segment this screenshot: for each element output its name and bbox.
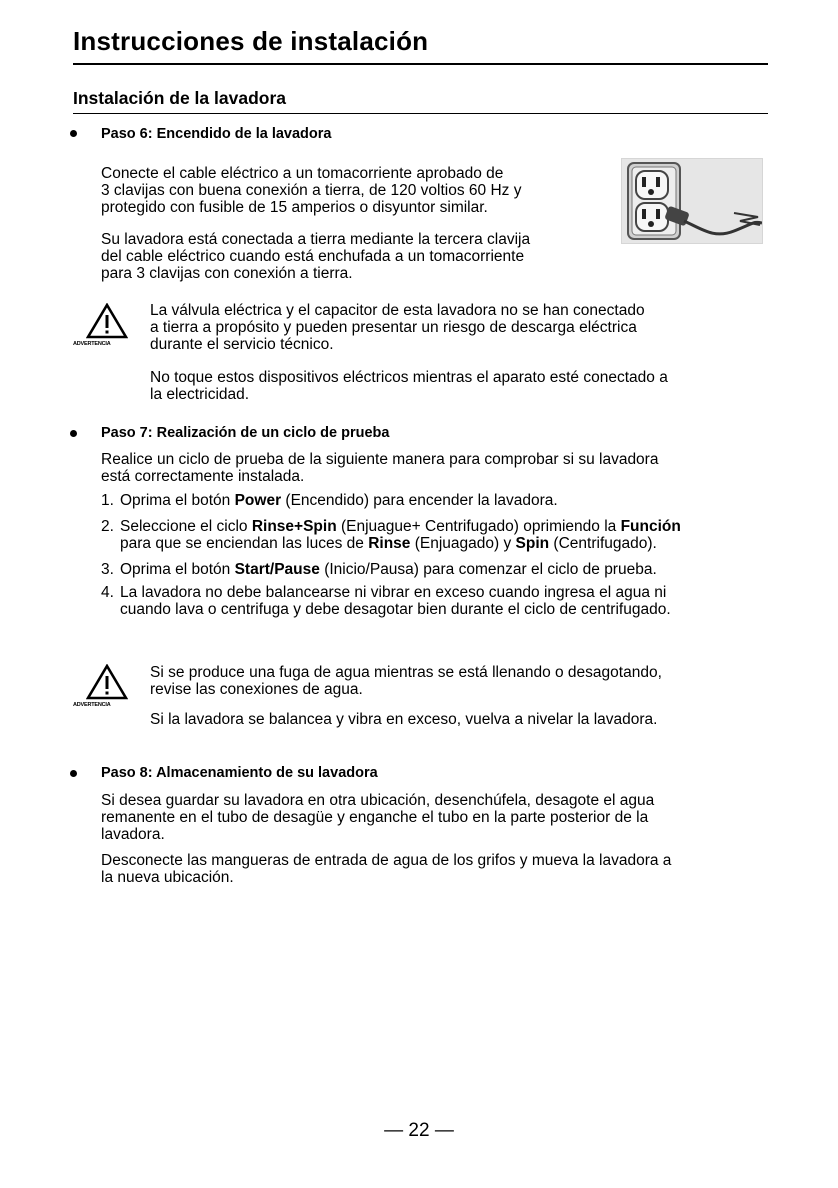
- text-line: Si la lavadora se balancea y vibra en exceso, vuelva a nivelar la lavadora.: [150, 711, 658, 728]
- warning-icon-step7: [73, 664, 147, 708]
- step6-warning-text: [150, 302, 645, 353]
- text-line: remanente en el tubo de desagüe y enganche el tubo en la parte posterior de la: [101, 809, 649, 826]
- text-line: está correctamente instalada.: [101, 468, 305, 485]
- list-item: [101, 561, 657, 578]
- list-text: (Centrifugado).: [549, 535, 657, 552]
- list-item: [101, 492, 558, 509]
- page-number: — 22 —: [384, 1120, 454, 1141]
- light-name: Spin: [515, 535, 550, 552]
- list-item: [101, 518, 681, 552]
- list-text: (Enjuague+ Centrifugado) oprimiendo la: [336, 518, 621, 535]
- section-title: Instalación de la lavadora: [73, 88, 768, 114]
- text-line: del cable eléctrico cuando está enchufada a un tomacorriente: [101, 248, 525, 265]
- text-line: La válvula eléctrica y el capacitor de esta lavadora no se han conectado: [150, 302, 645, 319]
- list-item: [101, 584, 671, 618]
- text-line: la electricidad.: [150, 386, 250, 403]
- text-line: Realice un ciclo de prueba de la siguiente manera para comprobar si su lavadora: [101, 451, 659, 468]
- step8-paragraph-1: [101, 792, 654, 843]
- warning-triangle-icon: [86, 303, 128, 339]
- bullet-step6: [70, 130, 77, 137]
- step8-paragraph-2: [101, 852, 671, 886]
- text-line: para 3 clavijas con conexión a tierra.: [101, 265, 353, 282]
- text-line: lavadora.: [101, 826, 165, 843]
- text-line: 3 clavijas con buena conexión a tierra, de 120 voltios 60 Hz y: [101, 182, 522, 199]
- warning-icon-step6: [73, 303, 147, 347]
- warning-triangle-icon: [86, 664, 128, 700]
- warning-label: ADVERTENCIA: [73, 702, 111, 708]
- text-line: Si se produce una fuga de agua mientras se está llenando o desagotando,: [150, 664, 662, 681]
- list-text: Seleccione el ciclo: [120, 518, 252, 535]
- list-text: cuando lava o centrifuga y debe desagotar bien durante el ciclo de centrifugado.: [120, 601, 671, 618]
- button-name: Start/Pause: [234, 561, 320, 578]
- list-text: (Enjuagado) y: [410, 535, 516, 552]
- step7-warning-text: [150, 664, 662, 698]
- text-line: protegido con fusible de 15 amperios o disyuntor similar.: [101, 199, 488, 216]
- list-text: Oprima el botón: [120, 492, 235, 509]
- outlet-plug-image: [621, 158, 763, 244]
- text-line: Si desea guardar su lavadora en otra ubicación, desenchúfela, desagote el agua: [101, 792, 655, 809]
- list-number: 1.: [101, 492, 114, 509]
- list-text: (Inicio/Pausa) para comenzar el ciclo de prueba.: [319, 561, 657, 578]
- list-text: para que se enciendan las luces de: [120, 535, 369, 552]
- list-text: La lavadora no debe balancearse ni vibrar en exceso cuando ingresa el agua ni: [120, 584, 667, 601]
- step6-heading: Paso 6: Encendido de la lavadora: [101, 126, 332, 142]
- step8-heading: Paso 8: Almacenamiento de su lavadora: [101, 765, 378, 781]
- cycle-name: Rinse+Spin: [251, 518, 337, 535]
- light-name: Rinse: [368, 535, 411, 552]
- text-line: a tierra a propósito y pueden presentar un riesgo de descarga eléctrica: [150, 319, 637, 336]
- step7-intro: [101, 451, 658, 485]
- text-line: Desconecte las mangueras de entrada de agua de los grifos y mueva la lavadora a: [101, 852, 672, 869]
- button-name: Power: [234, 492, 282, 509]
- bullet-step7: [70, 430, 77, 437]
- step7-warning-note: [150, 711, 658, 728]
- step6-paragraph-2: [101, 231, 530, 282]
- step7-heading: Paso 7: Realización de un ciclo de prueba: [101, 425, 390, 441]
- text-line: revise las conexiones de agua.: [150, 681, 363, 698]
- list-number: 2.: [101, 518, 114, 535]
- text-line: Conecte el cable eléctrico a un tomacorriente aprobado de: [101, 165, 504, 182]
- page-title: Instrucciones de instalación: [73, 26, 768, 65]
- button-name: Función: [620, 518, 681, 535]
- list-number: 3.: [101, 561, 114, 578]
- step6-warning-note: [150, 369, 668, 403]
- step6-paragraph-1: [101, 165, 521, 216]
- list-text: (Encendido) para encender la lavadora.: [281, 492, 558, 509]
- text-line: No toque estos dispositivos eléctricos mientras el aparato esté conectado a: [150, 369, 668, 386]
- warning-label: ADVERTENCIA: [73, 341, 111, 347]
- text-line: la nueva ubicación.: [101, 869, 234, 886]
- text-line: durante el servicio técnico.: [150, 336, 334, 353]
- text-line: Su lavadora está conectada a tierra mediante la tercera clavija: [101, 231, 531, 248]
- list-number: 4.: [101, 584, 114, 601]
- list-text: Oprima el botón: [120, 561, 235, 578]
- bullet-step8: [70, 770, 77, 777]
